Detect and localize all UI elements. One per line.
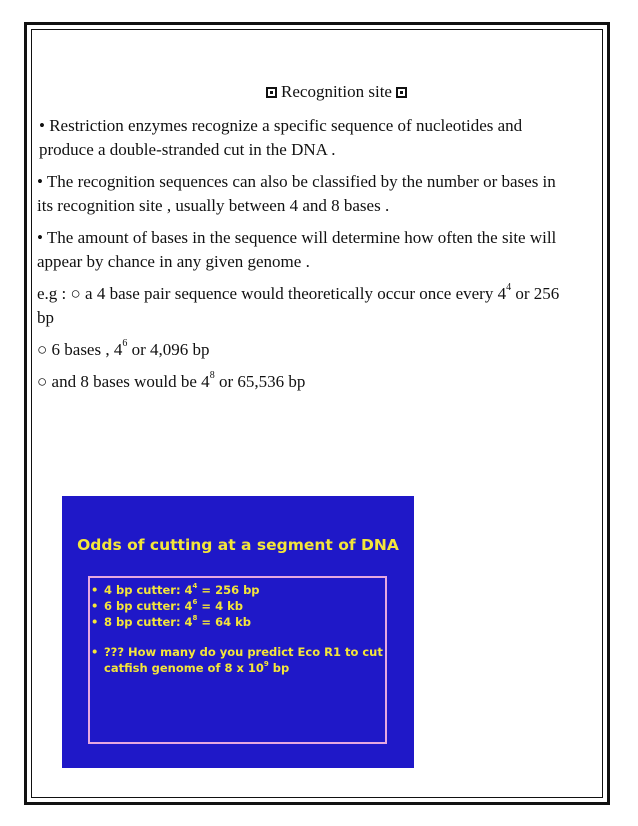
example-4-value: or 256 bp	[37, 284, 560, 327]
section-heading	[37, 80, 572, 104]
slide-item-label: 6 bp cutter: 4	[104, 599, 193, 613]
heading-text: Recognition site	[281, 82, 392, 101]
document-body	[37, 80, 572, 402]
paragraph-amount-of-bases: • The amount of bases in the sequence will determine how often the site will appear by chance in any given genome .	[37, 228, 557, 271]
slide-item-value: = 64 kb	[197, 615, 251, 629]
slide-title: Odds of cutting at a segment of DNA	[77, 536, 399, 554]
slide-question-item	[91, 644, 391, 676]
paragraph-example-6-base	[37, 338, 572, 362]
slide-item-text	[104, 614, 251, 630]
bullet-icon: •	[91, 599, 99, 613]
exponent: 4	[506, 282, 512, 294]
paragraph-recognition-sequences: • The recognition sequences can also be classified by the number or bases in its recognition site , usually between 4 and 8 bases .	[37, 172, 556, 215]
slide-question-text	[104, 644, 391, 676]
example-4-text: e.g : ○ a 4 base pair sequence would theoretically occur once every 4	[37, 284, 507, 303]
bullet-icon: •	[91, 615, 99, 629]
exponent: 4	[192, 582, 198, 591]
slide-list-item	[91, 614, 391, 630]
example-8-text: ○ and 8 bases would be 4	[37, 372, 210, 391]
slide-item-text	[104, 582, 260, 598]
paragraph-example-8-base	[37, 370, 572, 394]
example-8-value: or 65,536 bp	[214, 372, 306, 391]
exponent: 6	[192, 598, 198, 607]
slide-bullet-list	[91, 582, 391, 676]
paragraph-example-4-base	[37, 282, 572, 330]
slide-question-unit: bp	[268, 661, 290, 675]
bullet-icon: •	[91, 645, 99, 659]
slide-item-text	[104, 598, 243, 614]
slide-question-label: ??? How many do you predict Eco R1 to cut catfish genome of 8 x 10	[104, 645, 383, 675]
example-6-text: ○ 6 bases , 4	[37, 340, 123, 359]
example-6-value: or 4,096 bp	[127, 340, 210, 359]
paragraph-restriction-enzymes: • Restriction enzymes recognize a specific sequence of nucleotides and produce a double-stranded cut in the DNA .	[39, 116, 523, 159]
slide-item-value: = 256 bp	[197, 583, 260, 597]
slide-item-value: = 4 kb	[197, 599, 243, 613]
exponent: 8	[209, 370, 215, 382]
slide-image	[62, 496, 414, 768]
slide-list-item	[91, 598, 391, 614]
exponent: 8	[192, 614, 198, 623]
square-bullet-icon	[396, 87, 407, 98]
exponent: 6	[122, 338, 128, 350]
exponent: 9	[263, 660, 269, 669]
bullet-icon: •	[91, 583, 99, 597]
slide-item-label: 4 bp cutter: 4	[104, 583, 193, 597]
slide-item-label: 8 bp cutter: 4	[104, 615, 193, 629]
square-bullet-icon	[266, 87, 277, 98]
slide-list-item	[91, 582, 391, 598]
